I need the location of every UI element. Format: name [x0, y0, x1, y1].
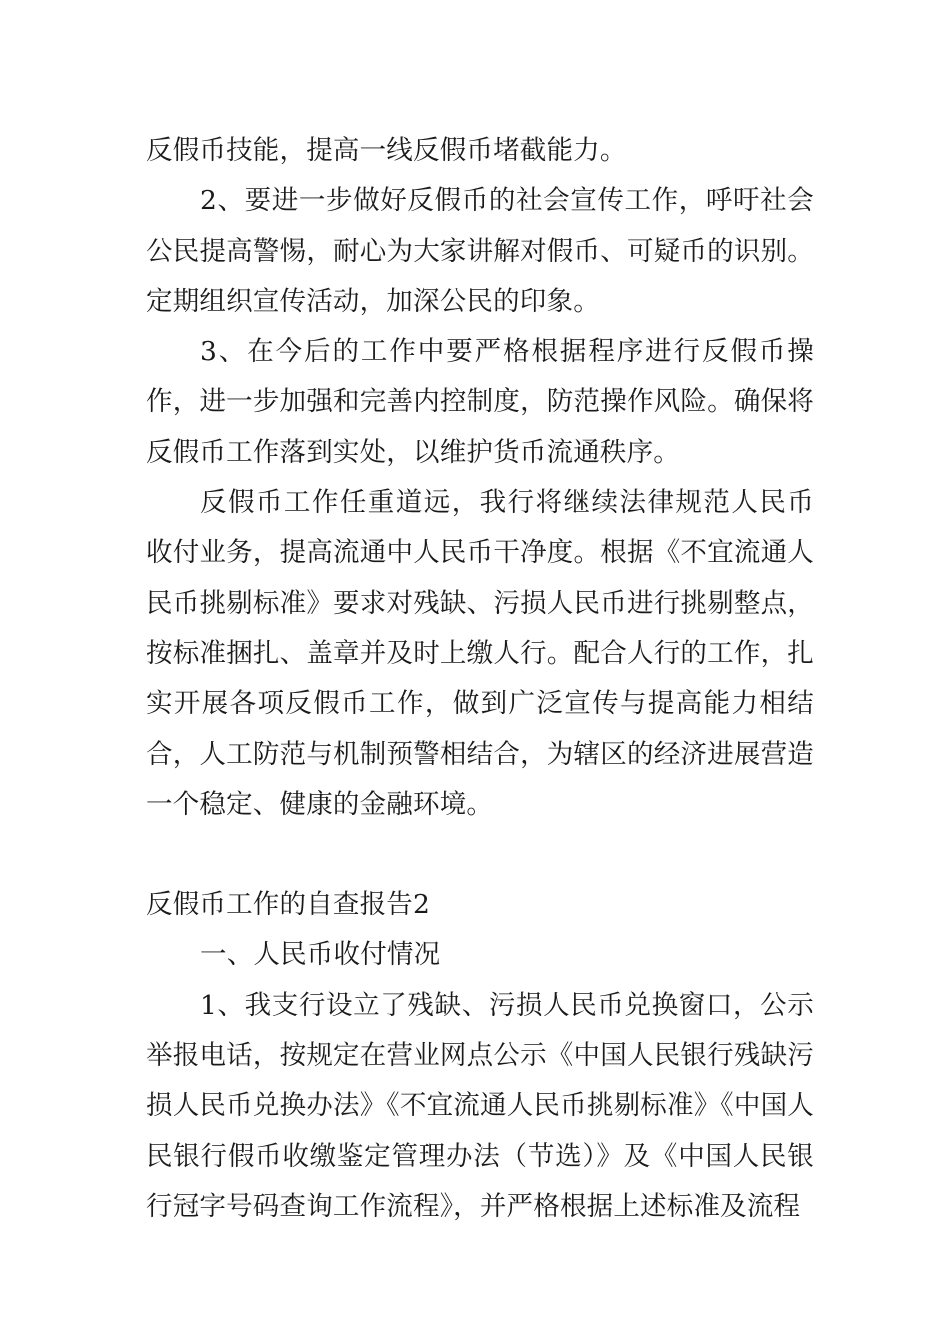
paragraph-item-1: 1、我支行设立了残缺、污损人民币兑换窗口，公示举报电话，按规定在营业网点公示《中国人民银行残缺污损人民币兑换办法》《不宜流通人民币挑剔标准》《中国人民银行假币收缴鉴定管理办法（节选）》及《中国人民银行冠字号码查询工作流程》，并严格根据上述标准及流程 — [146, 989, 814, 1222]
paragraph-item-3: 3、在今后的工作中要严格根据程序进行反假币操作，进一步加强和完善内控制度，防范操作风险。确保将反假币工作落到实处，以维护货币流通秩序。 — [146, 336, 814, 468]
section-heading: 一、人民币收付情况 — [200, 939, 441, 971]
section-spacer — [146, 830, 814, 880]
document-body — [146, 126, 814, 1232]
section-title: 反假币工作的自查报告2 — [146, 889, 431, 921]
paragraph-conclusion: 反假币工作任重道远，我行将继续法律规范人民币收付业务，提高流通中人民币干净度。根据《不宜流通人民币挑剔标准》要求对残缺、污损人民币进行挑剔整点，按标准捆扎、盖章并及时上缴人行。配合人行的工作，扎实开展各项反假币工作，做到广泛宣传与提高能力相结合，人工防范与机制预警相结合，为辖区的经济进展营造一个稳定、健康的金融环境。 — [146, 487, 814, 820]
paragraph-item-2: 2、要进一步做好反假币的社会宣传工作，呼吁社会公民提高警惕，耐心为大家讲解对假币、可疑币的识别。定期组织宣传活动，加深公民的印象。 — [146, 185, 814, 317]
paragraph-continuation: 反假币技能，提高一线反假币堵截能力。 — [146, 135, 627, 166]
